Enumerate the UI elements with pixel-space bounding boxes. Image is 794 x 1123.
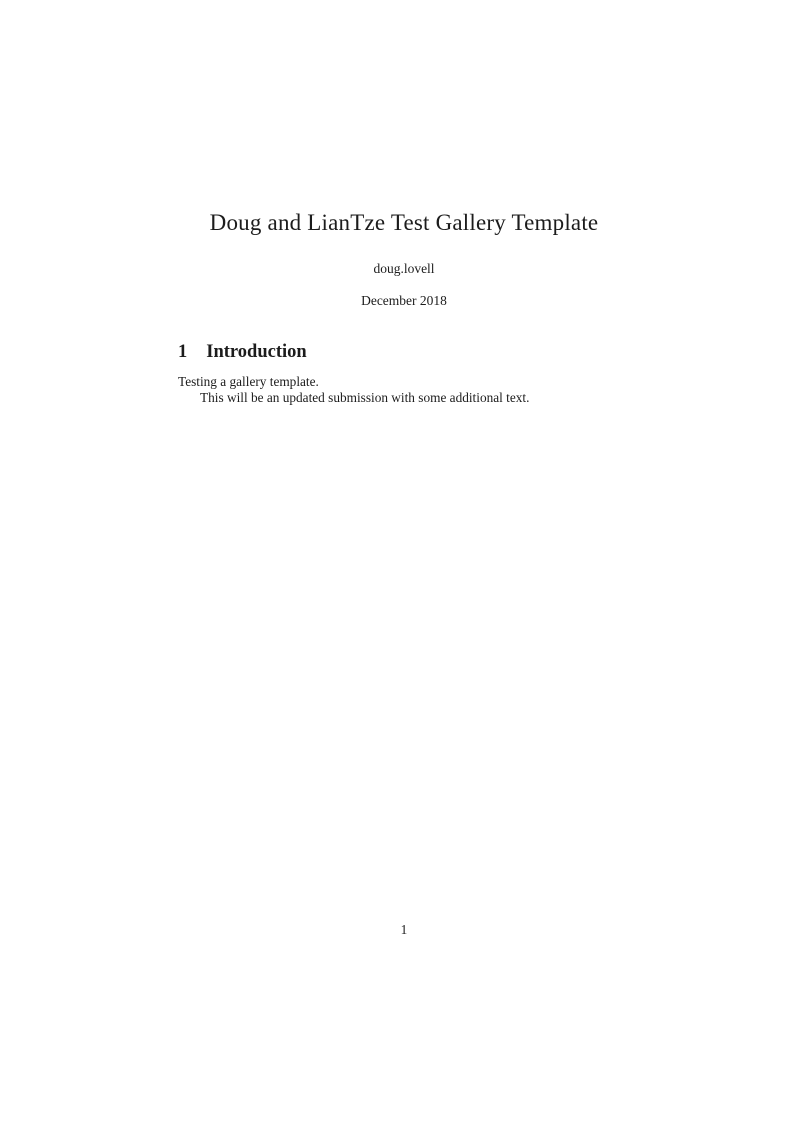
page-number: 1 (400, 922, 408, 937)
body-text (178, 374, 630, 407)
section-heading (178, 341, 307, 363)
paragraph-line-2: This will be an updated submission with some additional text. (200, 390, 530, 406)
section-number: 1 (178, 342, 188, 362)
paragraph-line-1: Testing a gallery template. (178, 374, 319, 389)
section-title: Introduction (206, 342, 307, 362)
document-title: Doug and LianTze Test Gallery Template (209, 210, 599, 235)
title-block (178, 209, 630, 309)
document-author: doug.lovell (373, 260, 435, 276)
document-date: December 2018 (361, 292, 447, 308)
